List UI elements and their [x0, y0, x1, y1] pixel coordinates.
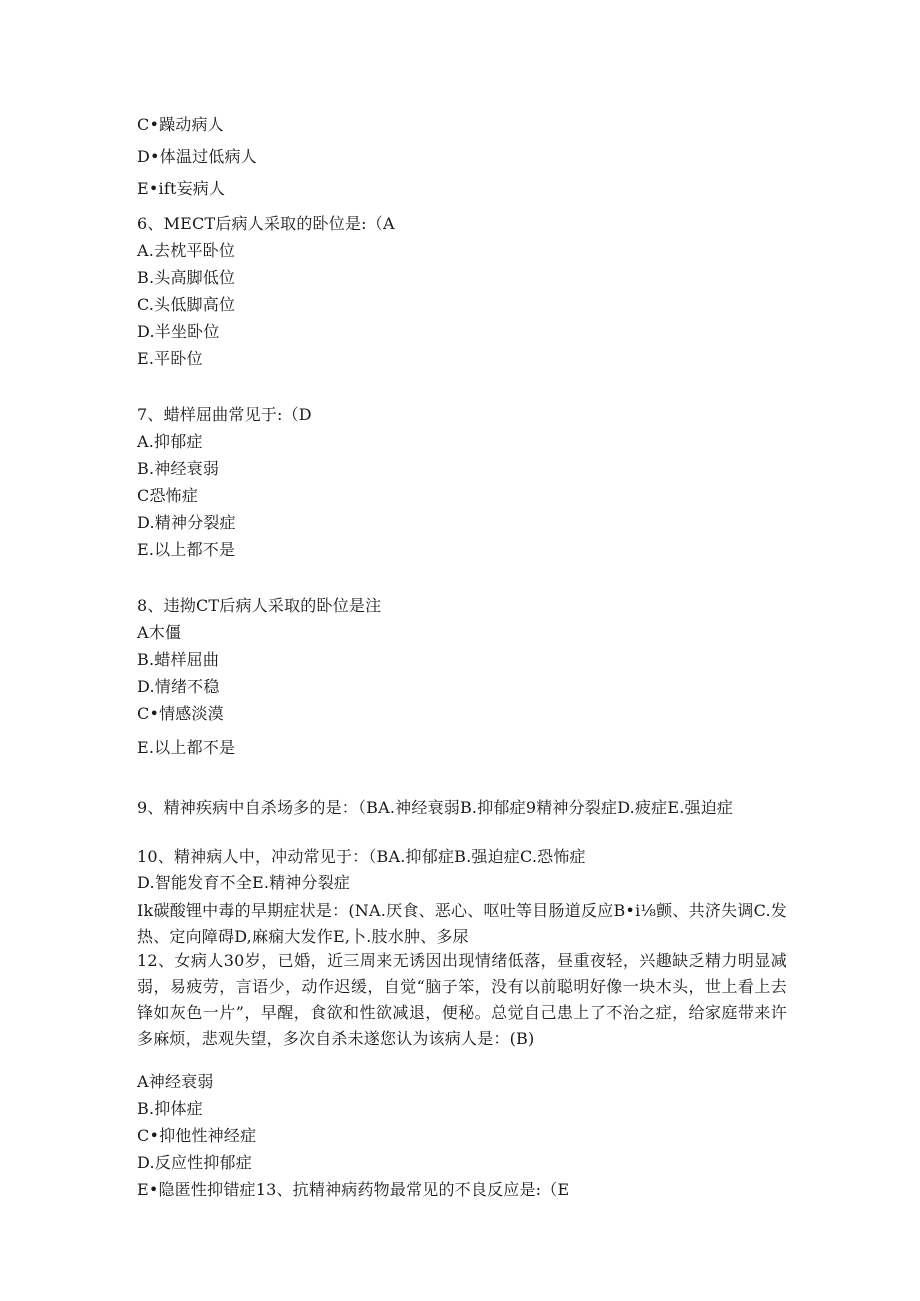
question-line: E•隐匿性抑错症13、抗精神病药物最常见的不良反应是:（E	[137, 1180, 570, 1199]
option-line: E.平卧位	[137, 349, 203, 368]
question-line: 7、蜡样屈曲常见于:（D	[137, 405, 312, 424]
option-line: C.头低脚高位	[137, 295, 236, 314]
option-line: C•情感淡漠	[137, 704, 224, 723]
option-line: D.情绪不稳	[137, 677, 220, 696]
option-line: A木僵	[137, 623, 182, 642]
option-line: B.头高脚低位	[137, 268, 236, 287]
question-line: 6、MECT后病人采取的卧位是:（A	[137, 214, 395, 233]
option-line: C•躁动病人	[137, 115, 224, 134]
option-line: D.半坐卧位	[137, 322, 220, 341]
case-paragraph: 12、女病人30岁，已婚，近三周来无诱因出现情绪低落，昼重夜轻，兴趣缺乏精力明显减弱，易疲劳，言语少，动作迟缓，自觉“脑子笨，没有以前聪明好像一块木头，世上看上去锋如灰色一片”，早醒，食欲和性欲减退，便秘。总觉自己患上了不治之症，给家庭带来许多麻烦，悲观失望，多次自杀未遂您认为该病人是：(B)	[137, 951, 787, 1048]
option-line: A.抑郁症	[137, 432, 203, 451]
option-line: D.智能发育不全E.精神分裂症	[137, 873, 351, 892]
option-line: D.精神分裂症	[137, 513, 236, 532]
option-line: D•体温过低病人	[137, 147, 257, 166]
option-line: E.以上都不是	[137, 540, 236, 559]
option-line: A神经衰弱	[137, 1072, 214, 1091]
option-line: E•ift妄病人	[137, 179, 226, 198]
option-line: B.神经衰弱	[137, 459, 220, 478]
option-line: E.以上都不是	[137, 738, 236, 757]
option-line: B.抑体症	[137, 1099, 203, 1118]
option-line: C恐怖症	[137, 486, 199, 505]
question-paragraph: 9、精神疾病中自杀场多的是：（BA.神经衰弱B.抑郁症9精神分裂症D.疲症E.强迫症	[137, 798, 734, 817]
option-line: D.反应性抑郁症	[137, 1153, 252, 1172]
question-line: 8、违拗CT后病人采取的卧位是注	[137, 596, 382, 615]
question-line: 10、精神病人中，冲动常见于：（BA.抑郁症B.强迫症C.恐怖症	[137, 847, 586, 866]
question-paragraph: Ik碳酸锂中毒的早期症状是：(NA.厌食、恶心、呕吐等目肠道反应B•i⅛颤、共济失调C.发热、定向障碍D,麻痫大发作E,卜.肢水肿、多尿	[137, 901, 787, 946]
option-line: B.蜡样屈曲	[137, 650, 220, 669]
option-line: C•抑他性神经症	[137, 1126, 257, 1145]
option-line: A.去枕平卧位	[137, 241, 236, 260]
